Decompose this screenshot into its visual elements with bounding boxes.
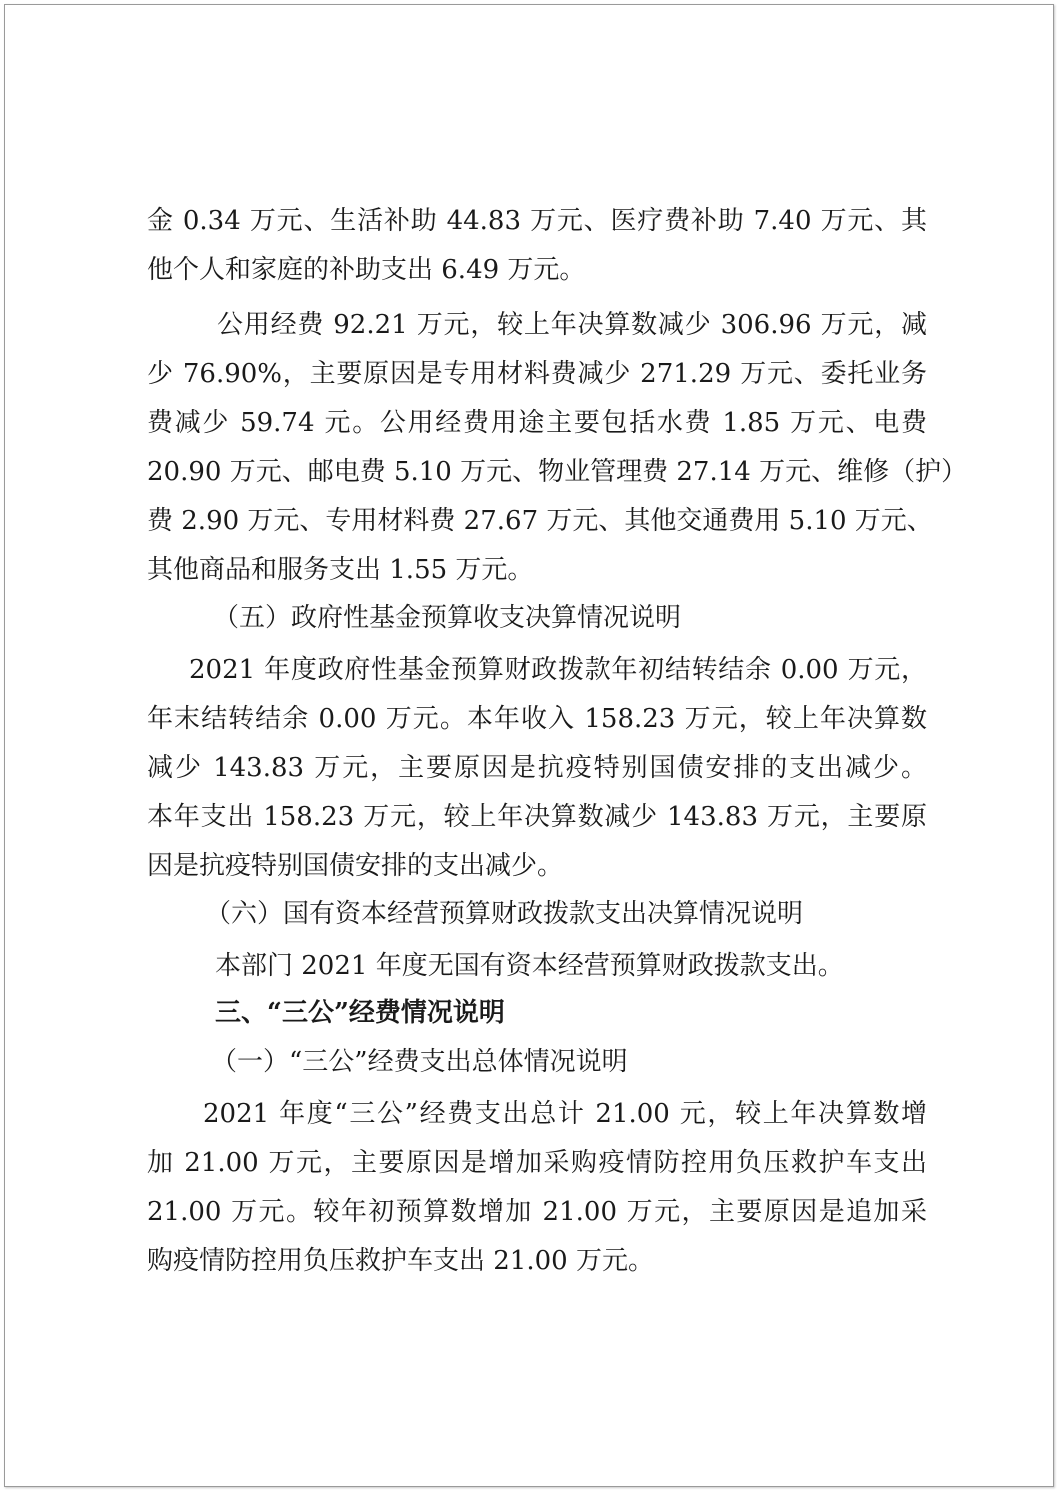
text-line: 他个人和家庭的补助支出 6.49 万元。 — [147, 255, 586, 285]
text-line: 20.90 万元、邮电费 5.10 万元、物业管理费 27.14 万元、维修（护） — [147, 457, 968, 487]
document-page — [4, 4, 1054, 1487]
paragraph-start-line: 2021 年度“三公”经费支出总计 21.00 元，较上年决算数增 — [203, 1099, 927, 1129]
text-line: 年末结转结余 0.00 万元。本年收入 158.23 万元，较上年决算数 — [147, 704, 927, 734]
text-line: 本年支出 158.23 万元，较上年决算数减少 143.83 万元，主要原 — [147, 802, 927, 832]
text-line: 21.00 万元。较年初预算数增加 21.00 万元，主要原因是追加采 — [147, 1197, 927, 1227]
text-line: 加 21.00 万元，主要原因是增加采购疫情防控用负压救护车支出 — [147, 1148, 927, 1178]
text-line: 其他商品和服务支出 1.55 万元。 — [147, 555, 534, 585]
section-heading: （一）“三公”经费支出总体情况说明 — [211, 1047, 628, 1077]
paragraph-start-line: 2021 年度政府性基金预算财政拨款年初结转结余 0.00 万元， — [189, 655, 927, 685]
chapter-heading: 三、“三公”经费情况说明 — [215, 998, 505, 1028]
text-line: 减少 143.83 万元，主要原因是抗疫特别国债安排的支出减少。 — [147, 753, 927, 783]
text-line: 因是抗疫特别国债安排的支出减少。 — [147, 851, 564, 881]
text-line: 费 2.90 万元、专用材料费 27.67 万元、其他交通费用 5.10 万元、 — [147, 506, 933, 536]
section-heading: （五）政府性基金预算收支决算情况说明 — [213, 603, 682, 633]
text-line: 少 76.90%，主要原因是专用材料费减少 271.29 万元、委托业务 — [147, 359, 927, 389]
section-heading: （六）国有资本经营预算财政拨款支出决算情况说明 — [205, 899, 804, 929]
text-line: 购疫情防控用负压救护车支出 21.00 万元。 — [147, 1246, 654, 1276]
text-line: 金 0.34 万元、生活补助 44.83 万元、医疗费补助 7.40 万元、其 — [147, 206, 927, 236]
paragraph-start-line: 公用经费 92.21 万元，较上年决算数减少 306.96 万元，减 — [217, 310, 927, 340]
text-line: 费减少 59.74 元。公用经费用途主要包括水费 1.85 万元、电费 — [147, 408, 927, 438]
paragraph-line: 本部门 2021 年度无国有资本经营预算财政拨款支出。 — [215, 951, 844, 981]
